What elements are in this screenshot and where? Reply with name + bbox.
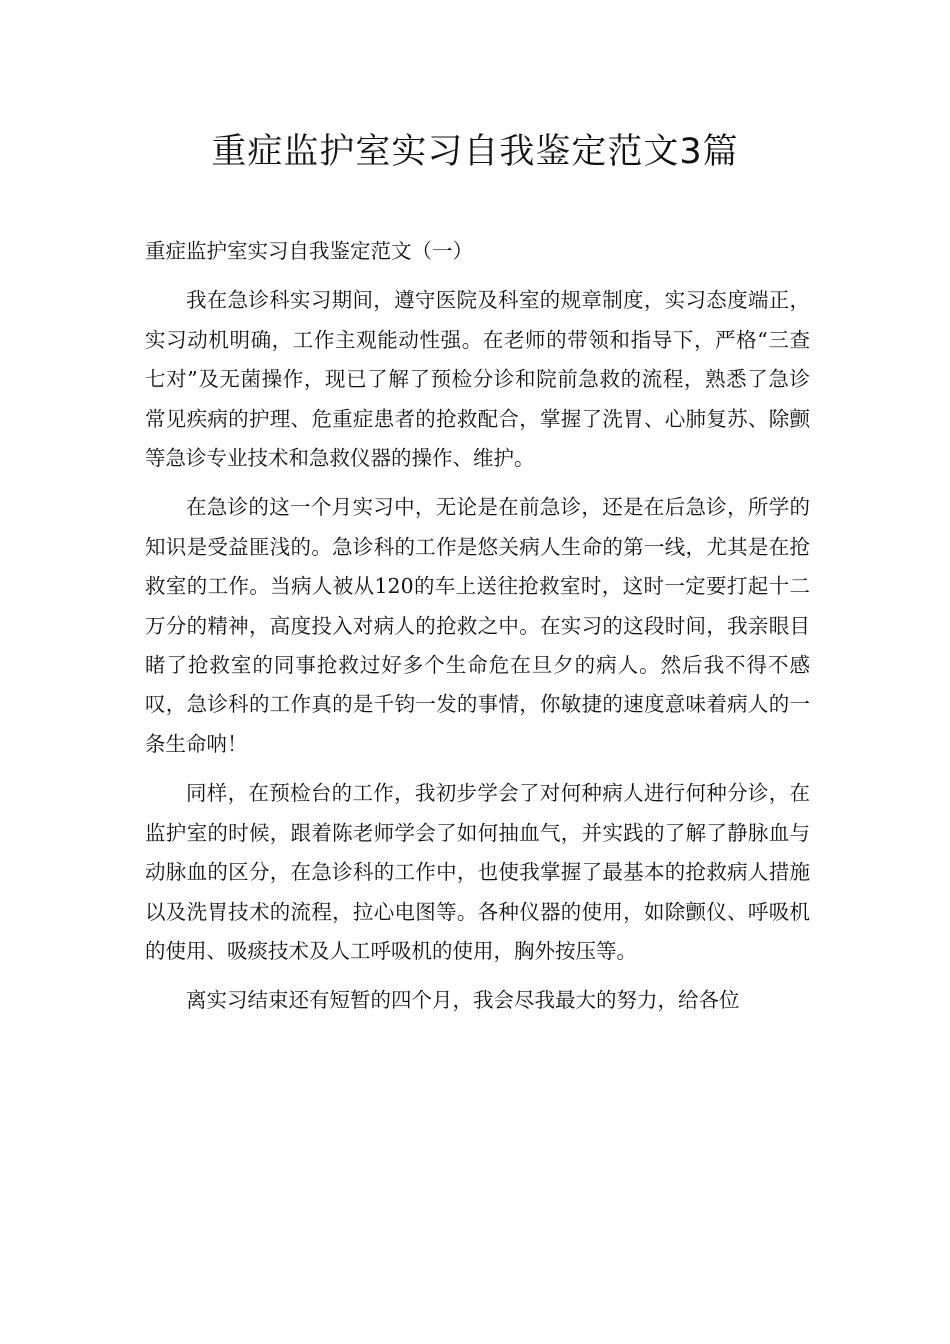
paragraph-3: 同样，在预检台的工作，我初步学会了对何种病人进行何种分诊，在监护室的时候，跟着陈老师学会了如何抽血气，并实践的了解了静脉血与动脉血的区分，在急诊科的工作中，也使我掌握了最基本的抢救病人措施以及洗胃技术的流程，拉心电图等。各种仪器的使用，如除颤仪、呼吸机的使用、吸痰技术及人工呼吸机的使用，胸外按压等。 [145,781,810,963]
section-subtitle: 重症监护室实习自我鉴定范文（一） [145,239,473,263]
paragraph-4: 离实习结束还有短暂的四个月，我会尽我最大的努力，给各位 [186,988,740,1013]
document-title: 重症监护室实习自我鉴定范文3篇 [211,132,739,172]
document-body [145,232,810,1031]
paragraph-2: 在急诊的这一个月实习中，无论是在前急诊，还是在后急诊，所学的知识是受益匪浅的。急诊科的工作是悠关病人生命的第一线，尤其是在抢救室的工作。当病人被从120的车上送往抢救室时，这时一定要打起十二万分的精神，高度投入对病人的抢救之中。在实习的这段时间，我亲眼目睹了抢救室的同事抢救过好多个生命危在旦夕的病人。然后我不得不感叹，急诊科的工作真的是千钧一发的事情，你敏捷的速度意味着病人的一条生命呐！ [145,495,810,756]
paragraph-1: 我在急诊科实习期间，遵守医院及科室的规章制度，实习态度端正，实习动机明确，工作主观能动性强。在老师的带领和指导下，严格“三查七对”及无菌操作，现已了解了预检分诊和院前急救的流程，熟悉了急诊常见疾病的护理、危重症患者的抢救配合，掌握了洗胃、心肺复苏、除颤等急诊专业技术和急救仪器的操作、维护。 [145,288,810,471]
